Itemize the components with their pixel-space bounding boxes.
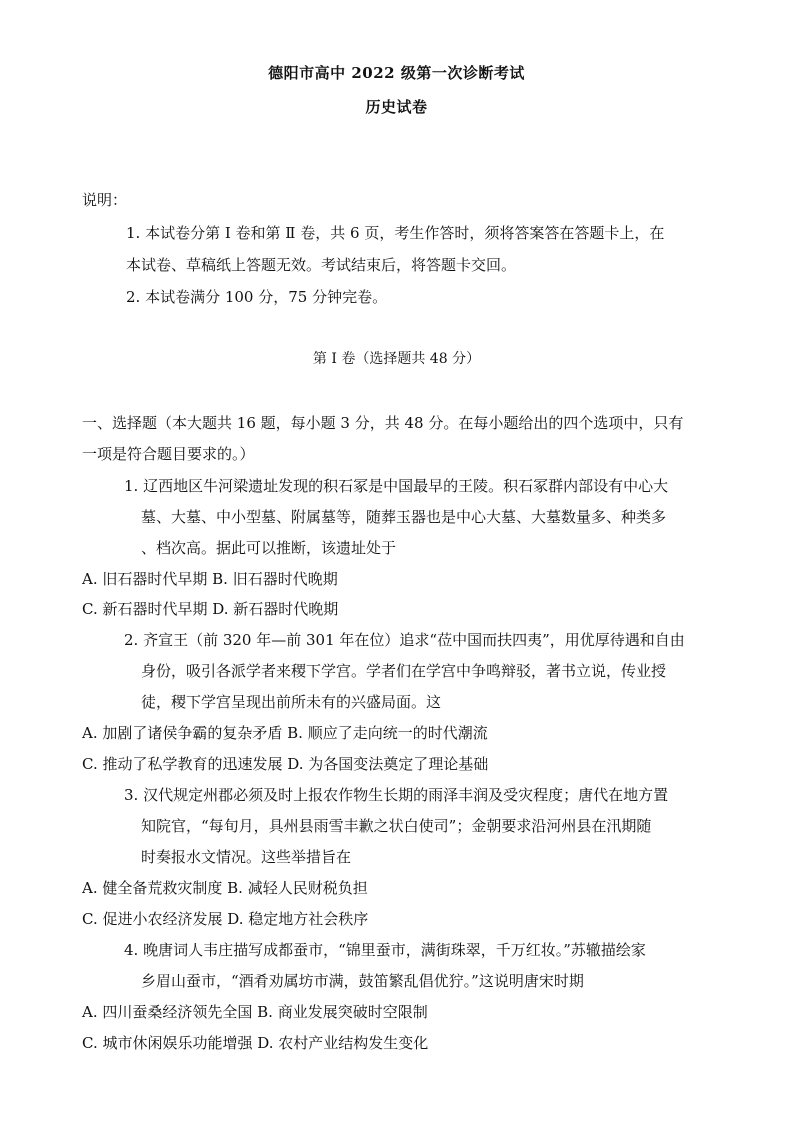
instruction-item-1-line-1: 1. 本试卷分第 Ⅰ 卷和第 Ⅱ 卷，共 6 页，考生作答时，须将答案答在答题卡上，在 (126, 224, 665, 242)
question-1-options-cd: C. 新石器时代早期 D. 新石器时代晚期 (82, 600, 339, 618)
question-2-options-cd: C. 推动了私学教育的迅速发展 D. 为各国变法奠定了理论基础 (82, 755, 489, 773)
question-3-options-cd: C. 促进小农经济发展 D. 稳定地方社会秩序 (82, 910, 369, 928)
question-3-stem-line-1: 3. 汉代规定州郡必须及时上报农作物生长期的雨泽丰润及受灾程度；唐代在地方置 (124, 786, 669, 804)
question-2-stem-line-3: 徒，稷下学宫呈现出前所未有的兴盛局面。这 (141, 693, 442, 711)
question-4-options-cd: C. 城市休闲娱乐功能增强 D. 农村产业结构发生变化 (82, 1034, 429, 1052)
question-2-options-ab: A. 加剧了诸侯争霸的复杂矛盾 B. 顺应了走向统一的时代潮流 (82, 724, 488, 742)
question-4-options-ab: A. 四川蚕桑经济领先全国 B. 商业发展突破时空限制 (82, 1003, 428, 1021)
instruction-item-1-line-2: 本试卷、草稿纸上答题无效。考试结束后，将答题卡交回。 (126, 256, 517, 274)
question-1-stem-line-1: 1. 辽西地区牛河梁遗址发现的积石冢是中国最早的王陵。积石冢群内部设有中心大 (124, 477, 669, 495)
instructions-heading: 说明： (82, 191, 128, 209)
section-intro-line-1: 一、选择题（本大题共 16 题，每小题 3 分，共 48 分。在每小题给出的四个选项中，只有 (82, 414, 684, 432)
question-4-stem-line-1: 4. 晚唐词人韦庄描写成都蚕市，“锦里蚕市，满街珠翠，千万红妆。”苏辙描绘家 (124, 941, 646, 959)
question-1-options-ab: A. 旧石器时代早期 B. 旧石器时代晚期 (82, 570, 338, 588)
section-title: 第 Ⅰ 卷（选择题共 48 分） (312, 351, 481, 367)
exam-subtitle: 历史试卷 (365, 98, 428, 116)
exam-title: 德阳市高中 2022 级第一次诊断考试 (268, 64, 525, 82)
section-intro-line-2: 一项是符合题目要求的。） (82, 445, 255, 463)
question-1-stem-line-3: 、档次高。据此可以推断，该遗址处于 (141, 539, 397, 557)
question-2-stem-line-1: 2. 齐宣王（前 320 年—前 301 年在位）追求“莅中国而扶四夷”，用优厚待遇和自由 (124, 631, 685, 649)
instruction-item-2: 2. 本试卷满分 100 分，75 分钟完卷。 (126, 288, 388, 306)
question-4-stem-line-2: 乡眉山蚕市，“酒肴劝属坊市满，鼓笛繁乱倡优狞。”这说明唐宋时期 (141, 972, 584, 990)
question-3-stem-line-3: 时奏报水文情况。这些举措旨在 (141, 848, 352, 866)
question-3-stem-line-2: 知院官，“每旬月，具州县雨雪丰歉之状白使司”；金朝要求沿河州县在汛期随 (141, 817, 652, 835)
question-1-stem-line-2: 墓、大墓、中小型墓、附属墓等，随葬玉器也是中心大墓、大墓数量多、种类多 (141, 508, 667, 526)
question-2-stem-line-2: 身份，吸引各派学者来稷下学宫。学者们在学宫中争鸣辩驳，著书立说，传业授 (141, 662, 667, 680)
question-3-options-ab: A. 健全备荒救灾制度 B. 减轻人民财税负担 (82, 879, 368, 897)
